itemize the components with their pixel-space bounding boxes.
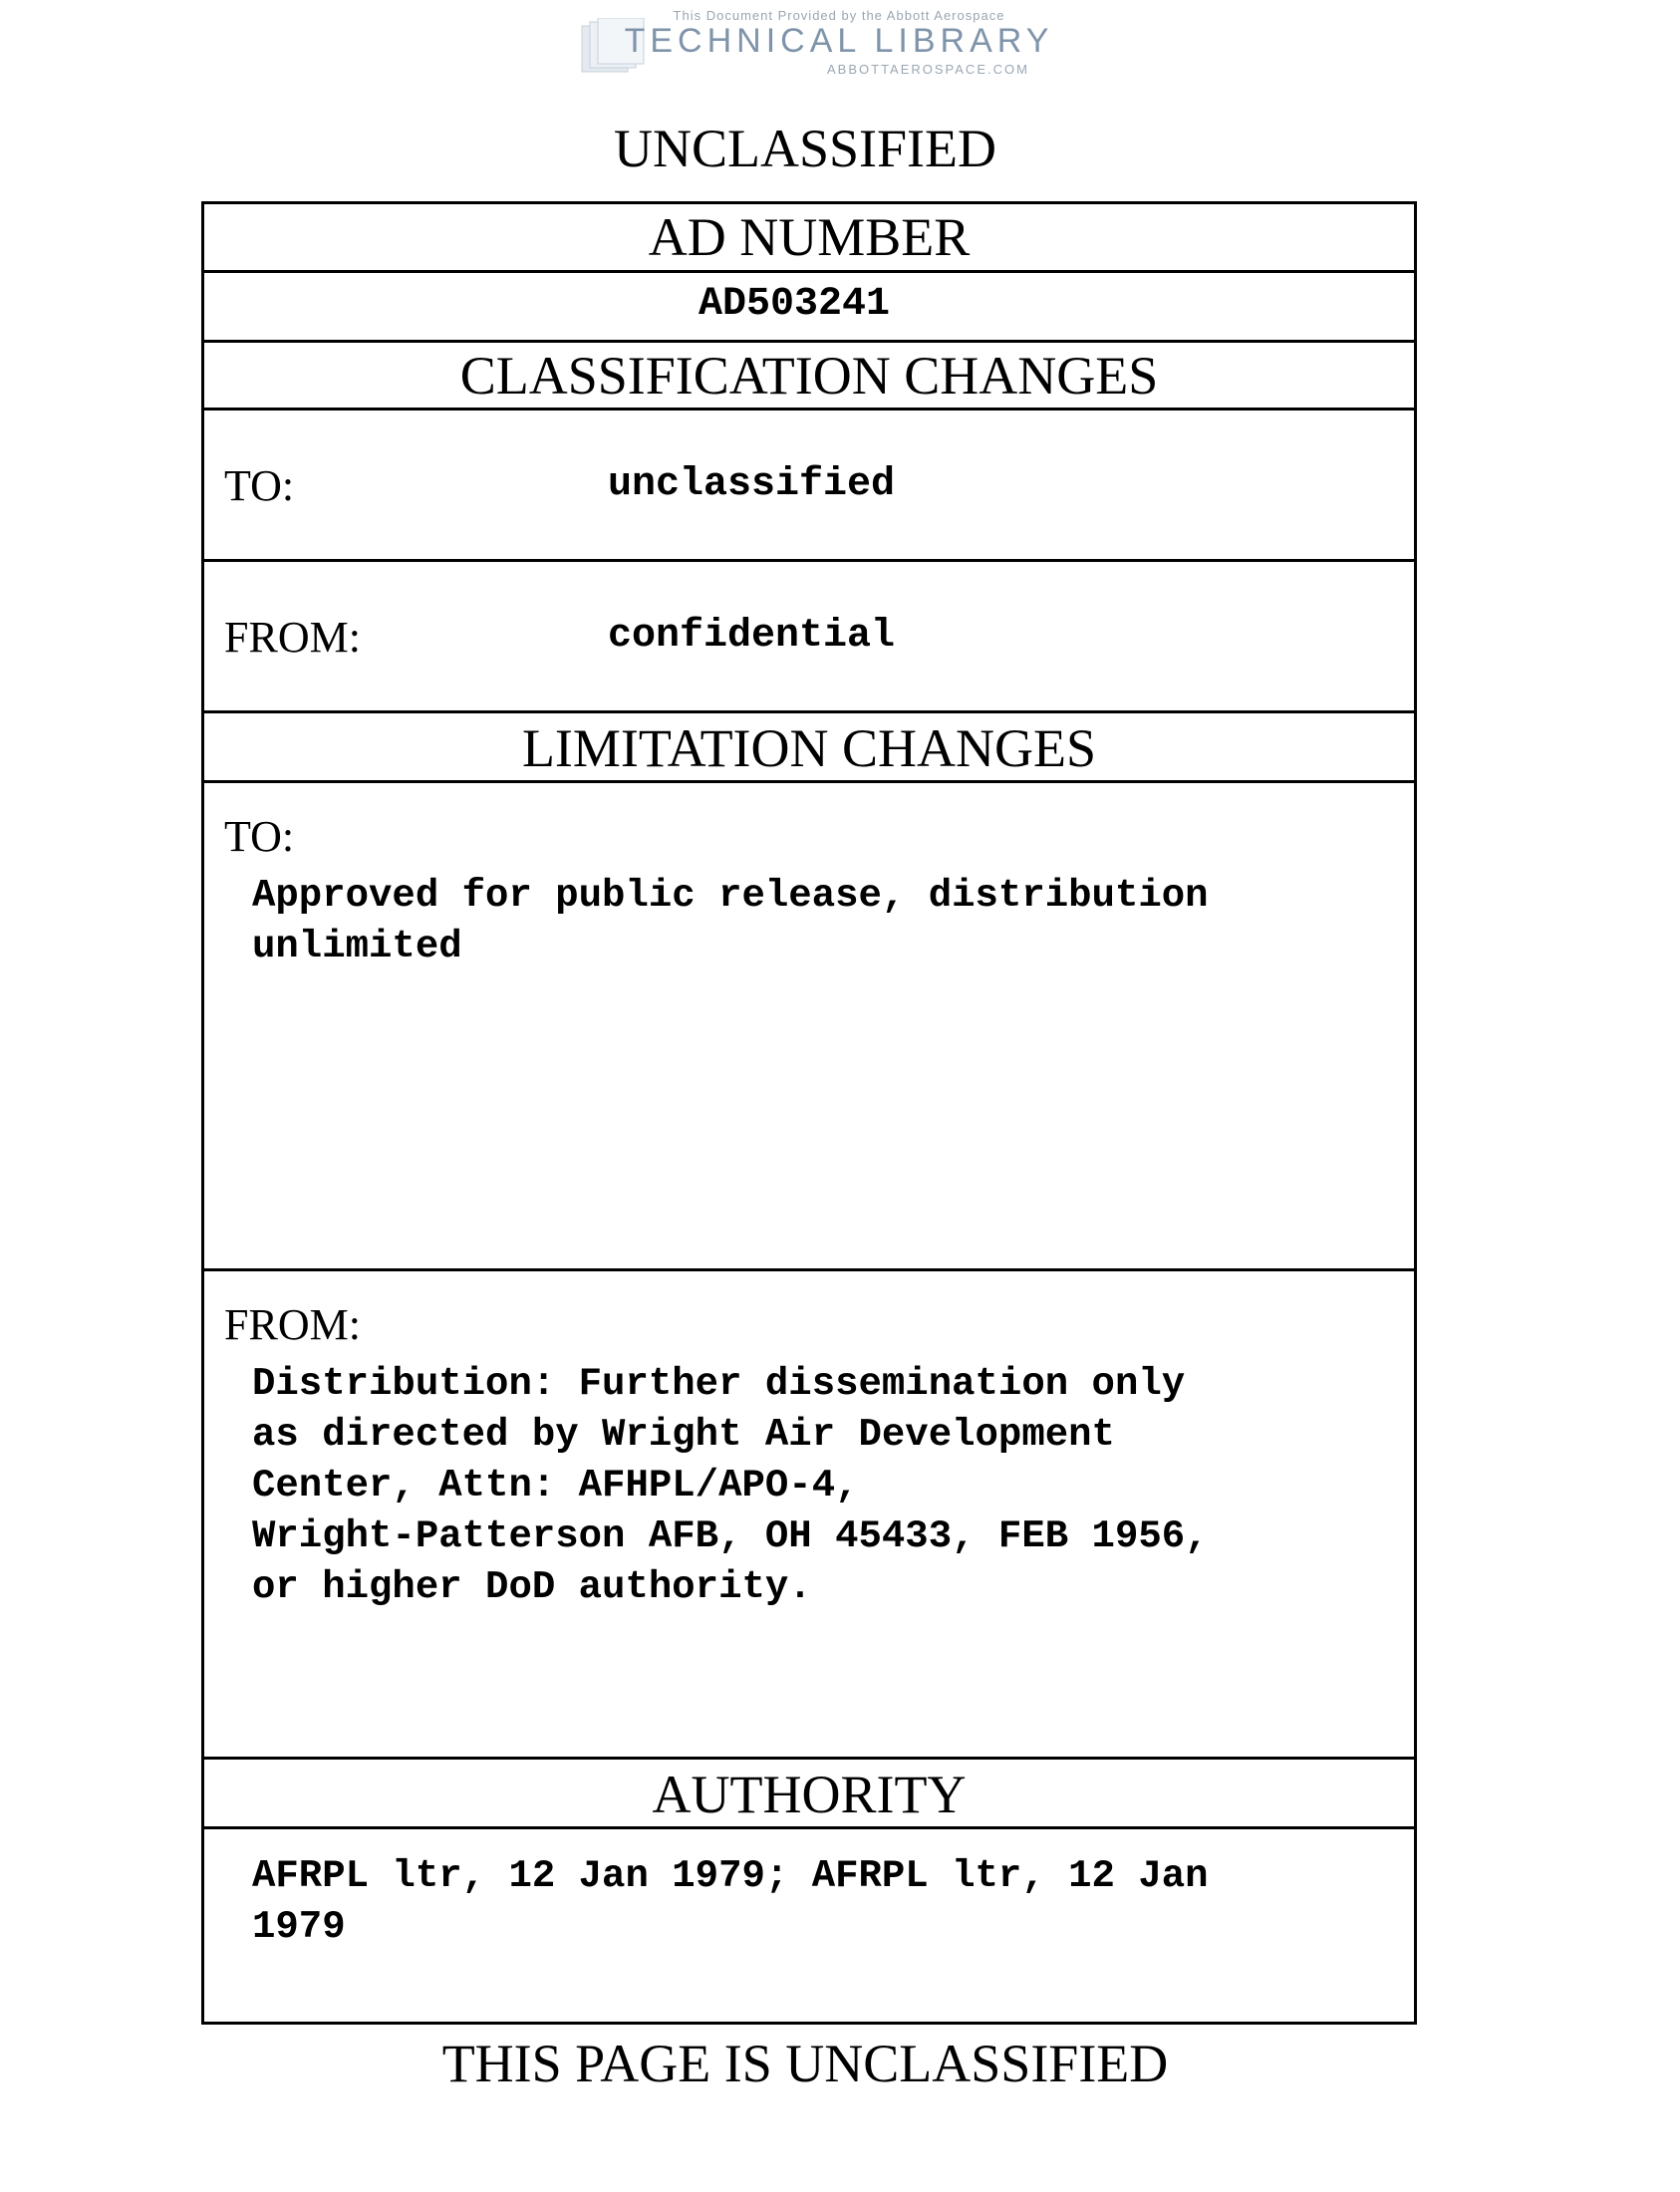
classification-from-row xyxy=(204,559,1414,710)
limitation-changes-header: LIMITATION CHANGES xyxy=(204,710,1414,780)
classification-to-label: TO: xyxy=(224,461,295,510)
classification-from-value: confidential xyxy=(608,614,896,659)
limitation-from-row xyxy=(204,1268,1414,1757)
limitation-to-row xyxy=(204,780,1414,1268)
watermark-url: ABBOTTAEROSPACE.COM xyxy=(827,62,1029,77)
classification-to-row xyxy=(204,408,1414,559)
classification-form xyxy=(201,201,1417,2025)
limitation-from-label: FROM: xyxy=(224,1300,361,1349)
top-classification: UNCLASSIFIED xyxy=(613,119,997,178)
library-watermark xyxy=(568,4,1106,77)
classification-to-value: unclassified xyxy=(608,462,896,507)
authority-header: AUTHORITY xyxy=(204,1757,1414,1826)
ad-number-row xyxy=(204,270,1414,340)
limitation-from-text: Distribution: Further dissemination only as directed by Wright Air Development Center, Attn: AFHPL/APO-4, Wright-Patterson AFB, OH 45433, FEB 1956, or higher DoD authority. xyxy=(252,1362,1209,1609)
authority-text: AFRPL ltr, 12 Jan 1979; AFRPL ltr, 12 Jan 1979 xyxy=(252,1854,1209,1949)
authority-row xyxy=(204,1826,1414,2022)
watermark-title: TECHNICAL LIBRARY xyxy=(624,22,1054,60)
watermark-provider-line: This Document Provided by the Abbott Aerospace xyxy=(673,8,1005,23)
bottom-classification: THIS PAGE IS UNCLASSIFIED xyxy=(441,2034,1169,2093)
ad-number-header: AD NUMBER xyxy=(648,207,971,267)
classification-changes-header: CLASSIFICATION CHANGES xyxy=(204,340,1414,408)
classification-from-label: FROM: xyxy=(224,613,361,662)
limitation-to-text: Approved for public release, distribution unlimited xyxy=(252,874,1209,968)
ad-number-value: AD503241 xyxy=(698,282,891,327)
limitation-to-label: TO: xyxy=(224,812,295,861)
